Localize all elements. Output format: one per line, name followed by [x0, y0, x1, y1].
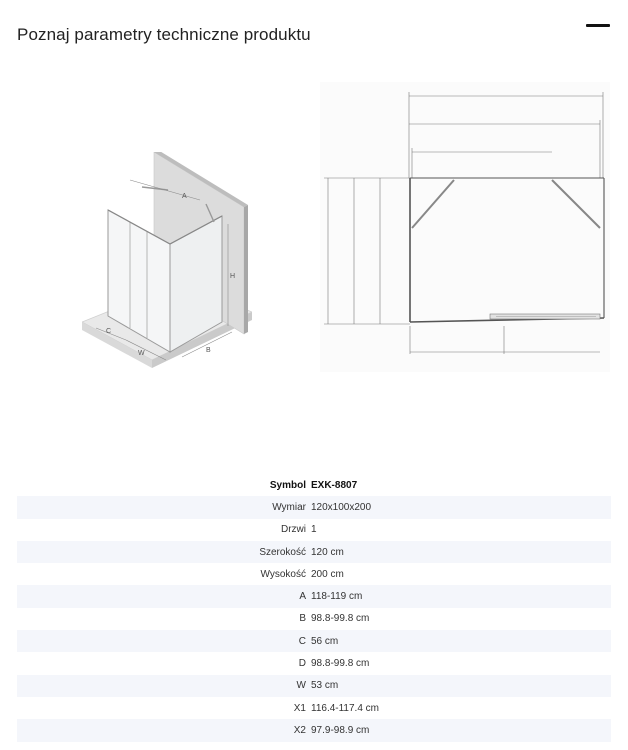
spec-table — [17, 474, 611, 742]
table-row — [17, 496, 611, 518]
label-a: A — [182, 193, 187, 200]
spec-value: 200 cm — [311, 568, 344, 580]
spec-label: Wysokość — [260, 568, 306, 580]
table-row — [17, 585, 611, 607]
spec-label: W — [296, 680, 306, 692]
table-row — [17, 697, 611, 719]
spec-value: 53 cm — [311, 680, 339, 692]
table-row — [17, 474, 611, 496]
label-h: H — [230, 273, 236, 280]
spec-label: B — [299, 613, 306, 625]
spec-value: 120 cm — [311, 546, 344, 558]
spec-label: X1 — [293, 702, 306, 714]
spec-value: 116.4-117.4 cm — [311, 702, 380, 714]
spec-label: Drzwi — [281, 524, 306, 536]
spec-value: 1 — [311, 524, 317, 536]
isometric-drawing — [82, 152, 252, 387]
shower-top-view-icon — [320, 82, 610, 372]
table-row — [17, 519, 611, 541]
table-row — [17, 675, 611, 697]
table-row — [17, 563, 611, 585]
table-row — [17, 652, 611, 674]
spec-label: C — [298, 635, 306, 647]
spec-value: 97.9-98.9 cm — [311, 724, 370, 736]
spec-label: A — [299, 591, 306, 603]
spec-label: Wymiar — [272, 501, 306, 513]
spec-label: Symbol — [269, 479, 306, 491]
spec-value: EXK-8807 — [311, 479, 358, 491]
spec-value: 118-119 cm — [311, 591, 363, 603]
spec-value: 98.8-99.8 cm — [311, 613, 370, 625]
label-w: W — [138, 350, 145, 357]
collapse-button[interactable] — [586, 17, 612, 33]
minus-icon — [586, 24, 610, 27]
label-c: C — [106, 328, 112, 335]
label-b: B — [206, 347, 211, 354]
spec-label: X2 — [293, 724, 306, 736]
spec-value: 120x100x200 — [311, 501, 372, 513]
table-row — [17, 719, 611, 741]
page-title: Poznaj parametry techniczne produktu — [17, 25, 311, 44]
spec-label: Szerokość — [259, 546, 306, 558]
spec-label: D — [298, 658, 306, 670]
spec-value: 98.8-99.8 cm — [311, 658, 370, 670]
table-row — [17, 630, 611, 652]
table-row — [17, 608, 611, 630]
spec-value: 56 cm — [311, 635, 339, 647]
table-row — [17, 541, 611, 563]
